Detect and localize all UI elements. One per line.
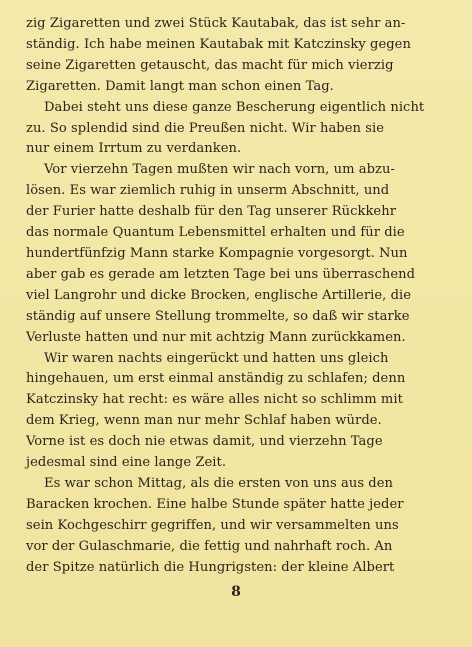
- text-line: aber gab es gerade am letzten Tage bei uns überraschend: [26, 266, 416, 282]
- text-line: lösen. Es war ziemlich ruhig in unserm Abschnitt, und: [26, 183, 390, 199]
- text-line: Vor vierzehn Tagen mußten wir nach vorn, um abzu-: [44, 162, 395, 178]
- text-line: hingehauen, um erst einmal anständig zu schlafen; denn: [26, 371, 406, 387]
- text-line: zu. So splendid sind die Preußen nicht. Wir haben sie: [26, 120, 385, 136]
- text-line: das normale Quantum Lebensmittel erhalten und für die: [26, 225, 405, 241]
- text-line: vor der Gulaschmarie, die fettig und nahrhaft roch. An: [26, 538, 393, 554]
- text-line: Verluste hatten und nur mit achtzig Mann zurückkamen.: [26, 329, 406, 345]
- text-line: ständig. Ich habe meinen Kautabak mit Katczinsky gegen: [26, 36, 411, 52]
- text-line: Wir waren nachts eingerückt und hatten uns gleich: [44, 350, 389, 366]
- text-line: hundertfünfzig Mann starke Kompagnie vorgesorgt. Nun: [26, 245, 408, 261]
- text-line: Dabei steht uns diese ganze Bescherung eigentlich nicht: [44, 99, 425, 115]
- page-number: 8: [231, 584, 241, 600]
- body-text: [26, 14, 452, 578]
- text-line: seine Zigaretten getauscht, das macht für mich vierzig: [26, 57, 394, 73]
- text-line: Baracken krochen. Eine halbe Stunde später hatte jeder: [26, 496, 404, 512]
- text-line: dem Krieg, wenn man nur mehr Schlaf haben würde.: [26, 413, 382, 429]
- text-line: Zigaretten. Damit langt man schon einen Tag.: [26, 78, 334, 94]
- text-line: ständig auf unsere Stellung trommelte, so daß wir starke: [26, 308, 410, 324]
- text-line: nur einem Irrtum zu verdanken.: [26, 141, 242, 157]
- text-line: sein Kochgeschirr gegriffen, und wir versammelten uns: [26, 517, 399, 533]
- text-line: der Furier hatte deshalb für den Tag unserer Rückkehr: [26, 204, 397, 220]
- text-line: jedesmal sind eine lange Zeit.: [26, 455, 227, 471]
- text-line: Katczinsky hat recht: es wäre alles nicht so schlimm mit: [26, 392, 403, 408]
- text-line: Vorne ist es doch nie etwas damit, und vierzehn Tage: [26, 434, 383, 450]
- text-line: Es war schon Mittag, als die ersten von uns aus den: [44, 475, 394, 491]
- text-line: viel Langrohr und dicke Brocken, englische Artillerie, die: [26, 287, 412, 303]
- text-line: zig Zigaretten und zwei Stück Kautabak, das ist sehr an-: [26, 16, 406, 31]
- text-line: der Spitze natürlich die Hungrigsten: der kleine Albert: [26, 559, 395, 575]
